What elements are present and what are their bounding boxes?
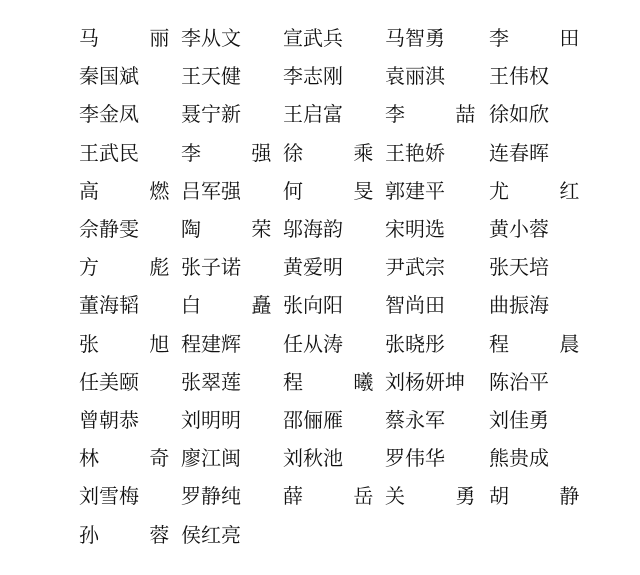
name-entry: 王启富 — [283, 102, 343, 127]
name-entry: 何 旻 — [283, 178, 396, 203]
name-entry: 刘秋池 — [283, 446, 343, 471]
name-entry: 李 强 — [181, 140, 294, 165]
name-entry: 胡 静 — [489, 484, 602, 509]
name-entry: 刘明明 — [181, 407, 241, 432]
name-entry: 张子诺 — [181, 255, 241, 280]
name-entry: 李 喆 — [385, 102, 498, 127]
name-entry: 黄爱明 — [283, 255, 343, 280]
name-entry: 李从文 — [181, 26, 241, 51]
name-entry: 侯红亮 — [181, 522, 241, 547]
name-entry: 李志刚 — [283, 64, 343, 89]
name-entry: 蔡永军 — [385, 407, 445, 432]
name-entry: 刘杨妍坤 — [385, 369, 465, 394]
name-entry: 聂宁新 — [181, 102, 241, 127]
name-entry: 张翠莲 — [181, 369, 241, 394]
name-entry: 郭建平 — [385, 178, 445, 203]
name-entry: 邵俪雁 — [283, 407, 343, 432]
name-entry: 曾朝恭 — [79, 407, 139, 432]
name-entry: 张天培 — [489, 255, 549, 280]
name-entry: 方 彪 — [79, 255, 192, 280]
name-entry: 张 旭 — [79, 331, 192, 356]
name-entry: 秦国斌 — [79, 64, 139, 89]
name-entry: 李金凤 — [79, 102, 139, 127]
name-entry: 袁丽淇 — [385, 64, 445, 89]
name-entry: 连春晖 — [489, 140, 549, 165]
name-entry: 熊贵成 — [489, 446, 549, 471]
name-entry: 马 丽 — [79, 26, 192, 51]
name-entry: 罗静纯 — [181, 484, 241, 509]
name-entry: 程建辉 — [181, 331, 241, 356]
name-entry: 程 曦 — [283, 369, 396, 394]
name-entry: 高 燃 — [79, 178, 192, 203]
name-entry: 林 奇 — [79, 446, 192, 471]
name-entry: 王武民 — [79, 140, 139, 165]
name-entry: 徐 乘 — [283, 140, 396, 165]
name-entry: 王艳娇 — [385, 140, 445, 165]
name-entry: 邬海韵 — [283, 217, 343, 242]
name-entry: 孙 蓉 — [79, 522, 192, 547]
name-entry: 白 矗 — [181, 293, 294, 318]
name-entry: 吕军强 — [181, 178, 241, 203]
name-entry: 徐如欣 — [489, 102, 549, 127]
name-list — [79, 19, 602, 554]
name-entry: 关 勇 — [385, 484, 498, 509]
name-entry: 任美颐 — [79, 369, 139, 394]
name-entry: 刘佳勇 — [489, 407, 549, 432]
name-entry: 李 田 — [489, 26, 602, 51]
name-entry: 董海韬 — [79, 293, 139, 318]
name-entry: 任从涛 — [283, 331, 343, 356]
name-entry: 宋明选 — [385, 217, 445, 242]
name-entry: 黄小蓉 — [489, 217, 549, 242]
name-entry: 马智勇 — [385, 26, 445, 51]
name-entry: 王伟权 — [489, 64, 549, 89]
name-entry: 智尚田 — [385, 293, 445, 318]
name-entry: 陈治平 — [489, 369, 549, 394]
name-entry: 曲振海 — [489, 293, 549, 318]
name-entry: 尹武宗 — [385, 255, 445, 280]
name-entry: 尤 红 — [489, 178, 602, 203]
name-entry: 佘静雯 — [79, 217, 139, 242]
name-entry: 薛 岳 — [283, 484, 396, 509]
name-entry: 王天健 — [181, 64, 241, 89]
name-entry: 廖江闽 — [181, 446, 241, 471]
name-entry: 程 晨 — [489, 331, 602, 356]
name-entry: 张向阳 — [283, 293, 343, 318]
name-entry: 宣武兵 — [283, 26, 343, 51]
name-entry: 刘雪梅 — [79, 484, 139, 509]
name-entry: 罗伟华 — [385, 446, 445, 471]
name-entry: 陶 荣 — [181, 217, 294, 242]
name-entry: 张晓彤 — [385, 331, 445, 356]
